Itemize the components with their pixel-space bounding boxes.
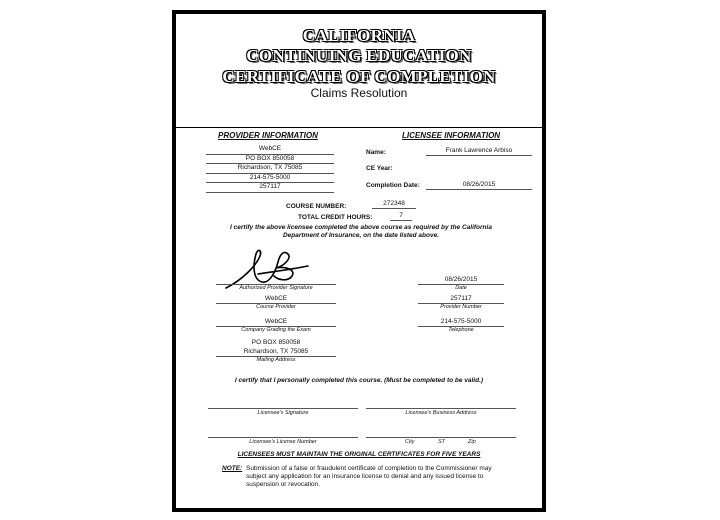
provider-line: PO BOX 850058 <box>206 155 334 165</box>
grading-company-value: WebCE <box>216 317 336 327</box>
provider-line: 214-575-5000 <box>206 174 334 184</box>
st-label: ST <box>438 439 446 445</box>
provider-number-value: 257117 <box>418 294 504 304</box>
provider-certify-text: I certify the above licensee completed the above course as required by the California Department of Insurance, on the date listed above. <box>230 224 492 239</box>
business-address-label: Licensee's Business Address <box>405 410 477 416</box>
telephone-label: Telephone <box>448 327 474 333</box>
licensee-certify-statement: I certify that I personally completed this course. (Must be completed to be valid.) <box>234 377 484 384</box>
licensee-signature-label: Licensee's Signature <box>257 410 309 416</box>
telephone-value: 214-575-5000 <box>418 317 504 327</box>
credit-hours: 7 <box>390 211 412 221</box>
mailing-address-line-2: Richardson, TX 75085 <box>216 347 336 357</box>
provider-number-label: Provider Number <box>440 304 482 310</box>
title-line-2: CONTINUING EDUCATION <box>246 46 472 65</box>
ce-year-label: CE Year: <box>366 165 393 172</box>
licensee-heading: LICENSEE INFORMATION <box>402 131 501 140</box>
provider-line: 257117 <box>206 183 334 193</box>
date-label: Date <box>455 285 467 291</box>
grading-company-label: Company Grading the Exam <box>241 327 311 333</box>
zip-label: Zip <box>468 439 476 445</box>
title-line-1: CALIFORNIA <box>302 26 416 45</box>
note-label: NOTE: <box>222 465 243 472</box>
provider-line: WebCE <box>206 145 334 155</box>
authorized-signature-label: Authorized Provider Signature <box>239 285 313 291</box>
certificate <box>172 10 546 512</box>
city-label: City <box>405 439 415 445</box>
title-line-3: CERTIFICATE OF COMPLETION <box>222 67 496 86</box>
completion-date: 08/26/2015 <box>426 180 532 190</box>
name-label: Name: <box>366 149 386 156</box>
signature-date: 08/26/2015 <box>418 275 504 285</box>
credit-hours-label: TOTAL CREDIT HOURS: <box>298 214 373 221</box>
provider-line: Richardson, TX 75085 <box>206 164 334 174</box>
course-provider-label: Course Provider <box>256 304 296 310</box>
mailing-address-line-1: PO BOX 850058 <box>251 339 301 346</box>
mailing-address-label: Mailing Address <box>256 357 296 363</box>
completion-date-label: Completion Date: <box>366 182 420 189</box>
header-divider <box>176 127 542 128</box>
note-text: Submission of a false or fraudulent certificate of completion to the Commissioner may subject any application for an insurance license to denial and any issued license to suspension or revocation. <box>246 465 492 488</box>
course-number-label: COURSE NUMBER: <box>286 203 347 210</box>
course-provider-value: WebCE <box>216 294 336 304</box>
license-number-label: Licensee's License Number <box>249 439 317 445</box>
course-title: Claims Resolution <box>310 86 408 100</box>
course-number: 272348 <box>372 199 416 209</box>
licensee-name: Frank Lawrence Arbiso <box>426 146 532 156</box>
provider-block <box>206 145 334 193</box>
maintain-notice: LICENSEES MUST MAINTAIN THE ORIGINAL CERTIFICATES FOR FIVE YEARS <box>237 451 481 458</box>
ce-year-value <box>426 162 532 171</box>
provider-heading: PROVIDER INFORMATION <box>218 131 318 140</box>
